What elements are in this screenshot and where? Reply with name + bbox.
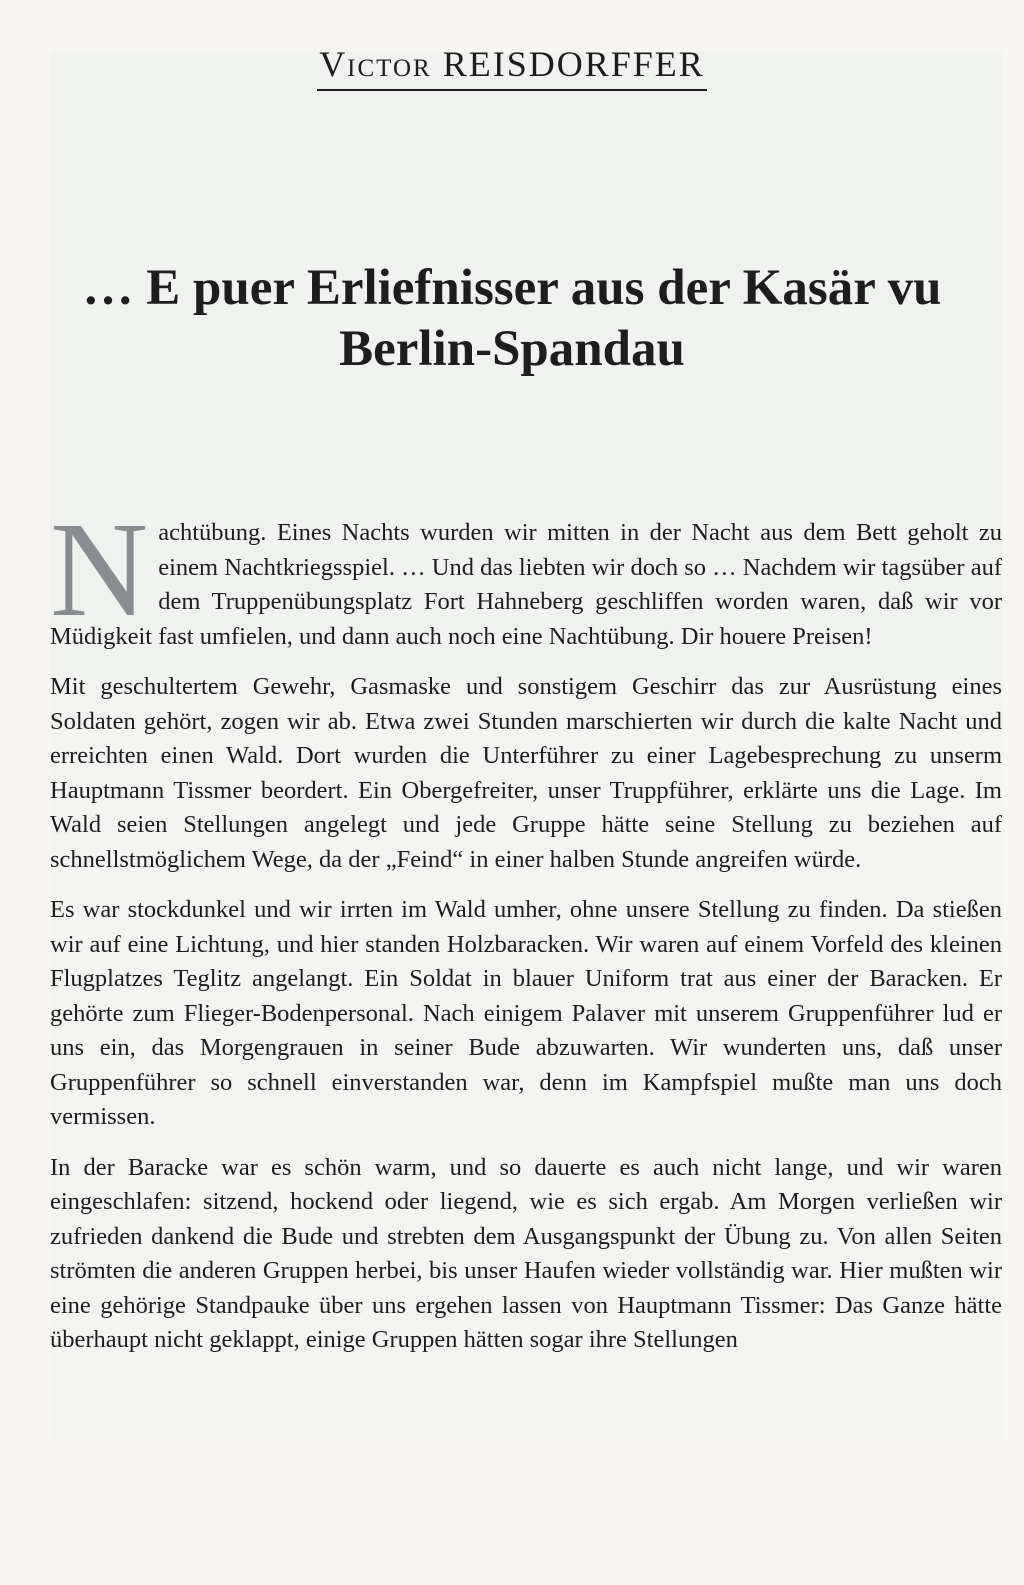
page-header — [0, 40, 1024, 91]
paragraph-1 — [50, 495, 1002, 654]
title-line-2: Berlin-Spandau — [339, 321, 685, 377]
paragraph-2: Mit geschultertem Gewehr, Gasmaske und sonstigem Geschirr das zur Ausrüstung eines Soldaten gehört, zogen wir ab. Etwa zwei Stunden marschierten wir durch die kalte Nacht und erreichten einen Wald. Dort wurden die Unterführer zu einer Lagebesprechung zu unserm Hauptmann Tissmer beordert. Ein Obergefreiter, unser Truppführer, erklärte uns die Lage. Im Wald seien Stellungen angelegt und jede Gruppe hätte seine Stellung zu beziehen auf schnellstmöglichem Wege, da der „Feind“ in einer halben Stunde angreifen würde. — [50, 673, 1002, 873]
drop-cap: N — [50, 495, 149, 645]
article-body — [50, 495, 1002, 1374]
author-name: Victor REISDORFFER — [317, 40, 707, 91]
paragraph-3: Es war stockdunkel und wir irrten im Wald umher, ohne unsere Stellung zu finden. Da stießen wir auf eine Lichtung, und hier standen Holzbaracken. Wir waren auf einem Vorfeld des kleinen Flugplatzes Teglitz angelangt. Ein Soldat in blauer Uniform trat aus einer der Baracken. Er gehörte zum Flieger-Bodenpersonal. Nach einigem Palaver mit unserem Gruppenführer lud er uns ein, das Morgengrauen in seiner Bude abzuwarten. Wir wunderten uns, daß unser Gruppenführer so schnell einverstanden war, denn im Kampfspiel mußte man uns doch vermissen. — [50, 896, 1002, 1130]
title-line-1: … E puer Erliefnisser aus der Kasär vu — [82, 260, 942, 316]
paragraph-4: In der Baracke war es schön warm, und so dauerte es auch nicht lange, und wir waren eingeschlafen: sitzend, hockend oder liegend, wie es sich ergab. Am Morgen verließen wir zufrieden dankend die Bude und strebten dem Ausgangspunkt der Übung zu. Von allen Seiten strömten die anderen Gruppen herbei, bis unser Haufen wieder vollständig war. Hier mußten wir eine gehörige Standpauke über uns ergehen lassen von Hauptmann Tissmer: Das Ganze hätte überhaupt nicht geklappt, einige Gruppen hätten sogar ihre Stellungen — [50, 1153, 1002, 1353]
paragraph-1-text: achtübung. Eines Nachts wurden wir mitten in der Nacht aus dem Bett geholt zu einem Nachtkriegsspiel. … Und das liebten wir doch so … Nachdem wir tagsüber auf dem Truppenübungsplatz Fort Hahneberg geschliffen worden waren, daß wir vor Müdigkeit fast umfielen, und dann auch noch eine Nachtübung. Dir houere Preisen! — [50, 519, 1002, 650]
article-title — [40, 258, 984, 380]
